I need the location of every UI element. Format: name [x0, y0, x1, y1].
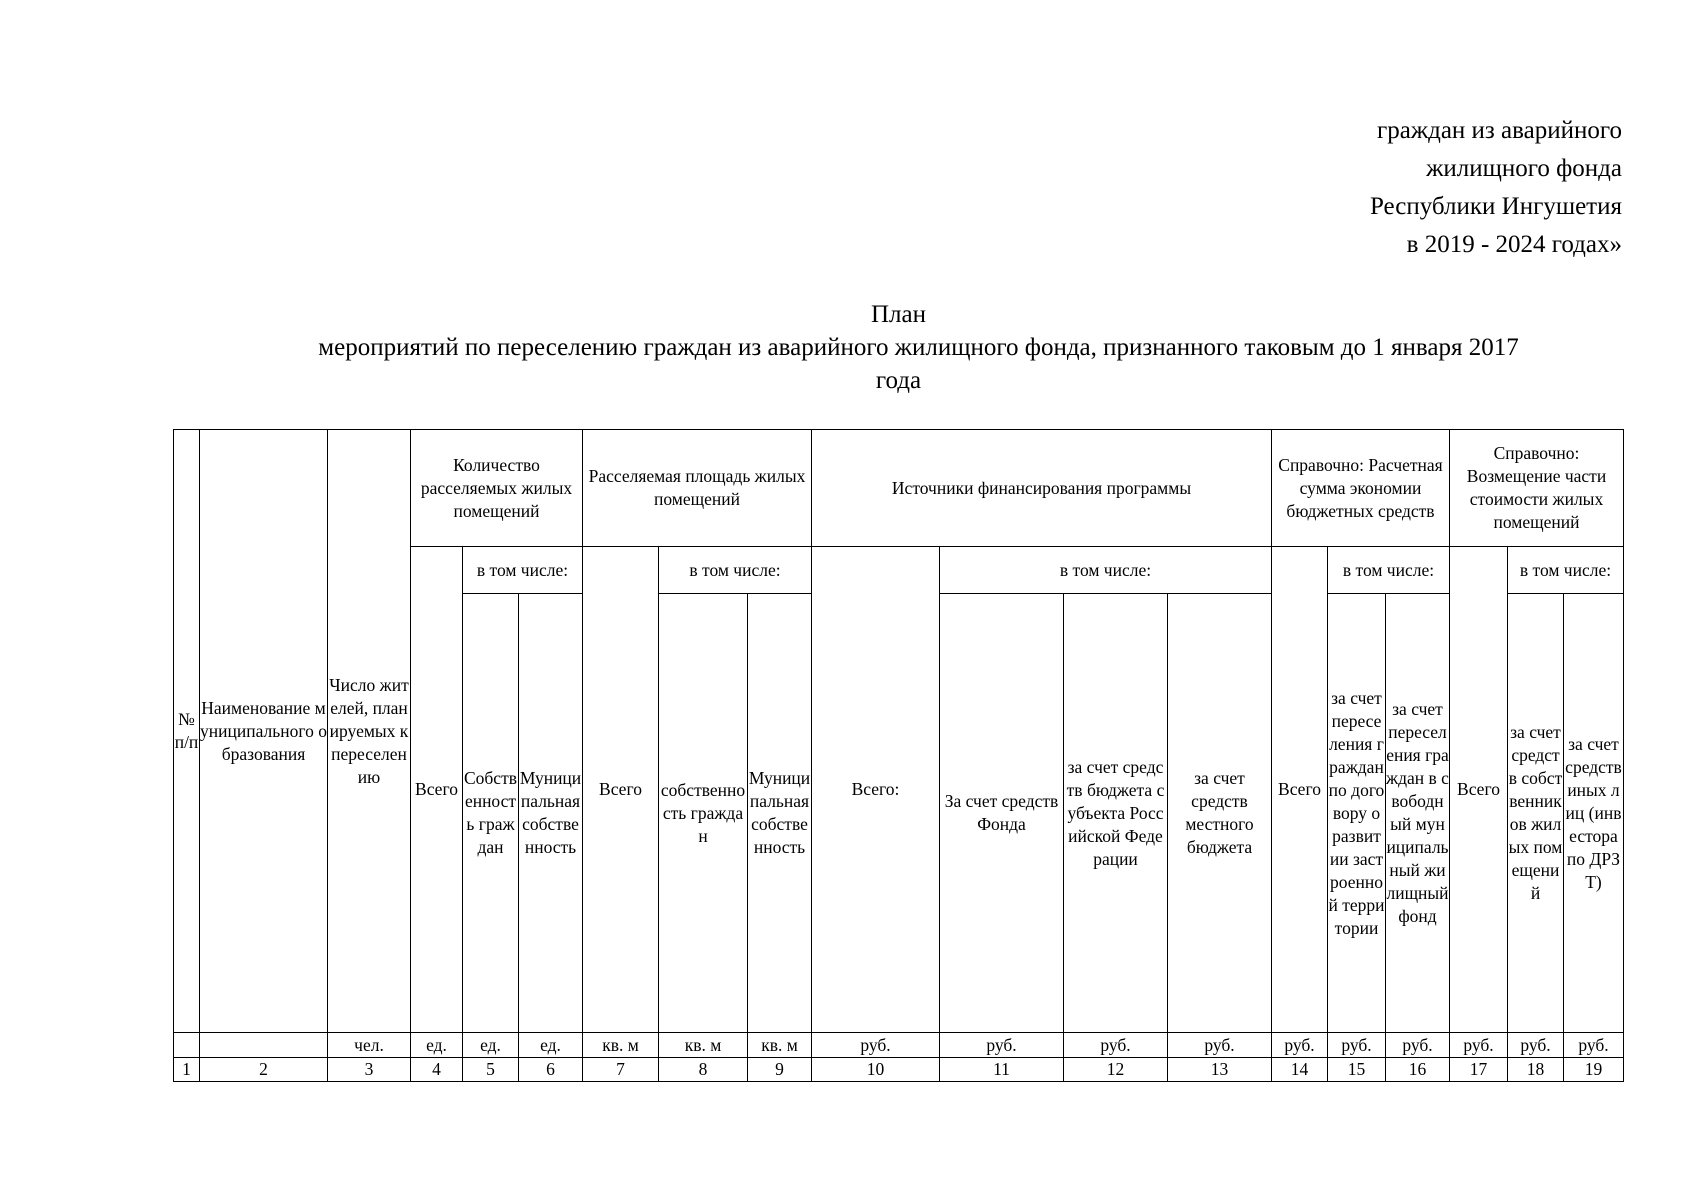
col-header-source-fund: За счет средств Фонда — [940, 594, 1064, 1033]
column-number-cell: 16 — [1386, 1058, 1450, 1082]
col-header-sources-total: Всего: — [812, 547, 940, 1033]
col-header-compensation-owners: за счет средств собственников жилых помещений — [1508, 594, 1564, 1033]
column-number-cell: 12 — [1064, 1058, 1168, 1082]
col-header-residents: Число жителей, планируемых к переселению — [328, 430, 411, 1033]
header-line: жилищного фонда — [1426, 155, 1622, 182]
subgroup-header-including: в том числе: — [1328, 547, 1450, 594]
units-cell: руб. — [1508, 1033, 1564, 1058]
units-cell: руб. — [1450, 1033, 1508, 1058]
units-cell: чел. — [328, 1033, 411, 1058]
col-header-savings-total: Всего — [1272, 547, 1328, 1033]
col-header-savings-development: за счет переселения граждан по договору о развитии застроенной территории — [1328, 594, 1386, 1033]
units-cell: руб. — [940, 1033, 1064, 1058]
units-cell: руб. — [1168, 1033, 1272, 1058]
group-header-compensation: Справочно: Возмещение части стоимости жилых помещений — [1450, 430, 1624, 547]
col-header-savings-free-fund: за счет переселения граждан в свободный муниципальный жилищный фонд — [1386, 594, 1450, 1033]
col-header-area-total: Всего — [583, 547, 659, 1033]
group-header-area: Расселяемая площадь жилых помещений — [583, 430, 812, 547]
document-header-right — [1370, 112, 1622, 264]
document-title — [0, 298, 1697, 397]
group-header-budget-savings: Справочно: Расчетная сумма экономии бюджетных средств — [1272, 430, 1450, 547]
units-cell — [200, 1033, 328, 1058]
column-number-cell: 19 — [1564, 1058, 1624, 1082]
column-number-cell: 2 — [200, 1058, 328, 1082]
col-header-no: № п/п — [174, 430, 200, 1033]
units-cell: руб. — [812, 1033, 940, 1058]
column-number-cell: 14 — [1272, 1058, 1328, 1082]
title-line: План — [870, 301, 926, 328]
title-line: мероприятий по переселению граждан из аварийного жилищного фонда, признанного таковым до 1 января 2017 — [318, 334, 1519, 361]
header-line: Республики Ингушетия — [1369, 193, 1622, 220]
resettlement-plan-table — [173, 429, 1624, 1082]
column-number-cell: 7 — [583, 1058, 659, 1082]
column-number-cell: 1 — [174, 1058, 200, 1082]
col-header-area-municipal: Муниципальная собственность — [748, 594, 812, 1033]
units-cell: руб. — [1386, 1033, 1450, 1058]
col-header-municipality: Наименование муниципального образования — [200, 430, 328, 1033]
units-cell: руб. — [1564, 1033, 1624, 1058]
col-header-area-owner: собственность граждан — [659, 594, 748, 1033]
col-header-count-total: Всего — [411, 547, 463, 1033]
header-line: граждан из аварийного — [1376, 117, 1622, 144]
units-cell — [174, 1033, 200, 1058]
column-number-cell: 11 — [940, 1058, 1064, 1082]
col-header-compensation-total: Всего — [1450, 547, 1508, 1033]
subgroup-header-including: в том числе: — [463, 547, 583, 594]
units-cell: кв. м — [748, 1033, 812, 1058]
col-header-compensation-others: за счет средств иных лиц (инвестора по ДРЗТ) — [1564, 594, 1624, 1033]
column-number-cell: 18 — [1508, 1058, 1564, 1082]
header-line: в 2019 - 2024 годах» — [1406, 231, 1622, 258]
subgroup-header-including: в том числе: — [1508, 547, 1624, 594]
subgroup-header-including: в том числе: — [940, 547, 1272, 594]
units-cell: кв. м — [583, 1033, 659, 1058]
units-cell: ед. — [463, 1033, 519, 1058]
column-number-cell: 6 — [519, 1058, 583, 1082]
column-number-cell: 8 — [659, 1058, 748, 1082]
column-number-cell: 4 — [411, 1058, 463, 1082]
col-header-source-local-budget: за счет средств местного бюджета — [1168, 594, 1272, 1033]
units-cell: ед. — [519, 1033, 583, 1058]
subgroup-header-including: в том числе: — [659, 547, 812, 594]
col-header-source-subject-budget: за счет средств бюджета субъекта Российской Федерации — [1064, 594, 1168, 1033]
units-cell: руб. — [1328, 1033, 1386, 1058]
col-header-count-municipal: Муниципальная собственность — [519, 594, 583, 1033]
title-line: года — [875, 367, 922, 394]
col-header-count-owner: Собственность граждан — [463, 594, 519, 1033]
column-number-cell: 13 — [1168, 1058, 1272, 1082]
units-cell: кв. м — [659, 1033, 748, 1058]
units-cell: ед. — [411, 1033, 463, 1058]
column-number-cell: 17 — [1450, 1058, 1508, 1082]
column-number-cell: 15 — [1328, 1058, 1386, 1082]
units-cell: руб. — [1064, 1033, 1168, 1058]
column-number-cell: 3 — [328, 1058, 411, 1082]
units-cell: руб. — [1272, 1033, 1328, 1058]
column-number-cell: 5 — [463, 1058, 519, 1082]
column-number-cell: 9 — [748, 1058, 812, 1082]
group-header-dwellings-count: Количество расселяемых жилых помещений — [411, 430, 583, 547]
column-number-cell: 10 — [812, 1058, 940, 1082]
group-header-funding-sources: Источники финансирования программы — [812, 430, 1272, 547]
